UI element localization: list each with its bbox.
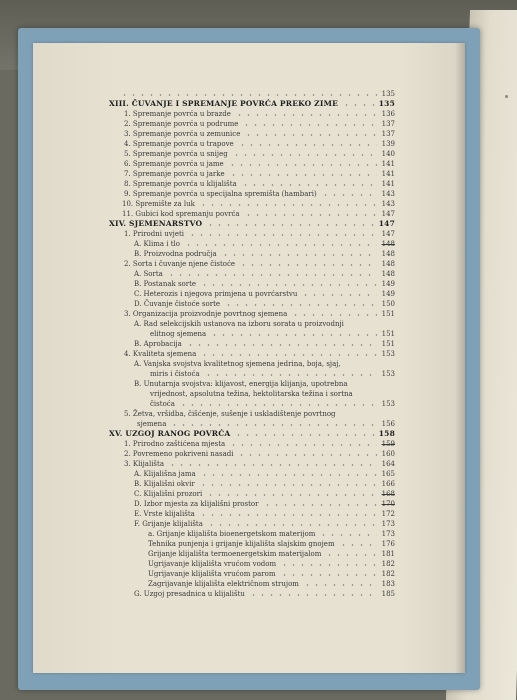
toc-page-number: 137 <box>381 130 395 138</box>
toc-page-number: 172 <box>381 510 395 518</box>
toc-entry <box>0 409 420 419</box>
toc-entry <box>0 89 420 99</box>
toc-entry-text: Tehnika punjenja i grijanje klijališta slajskim gnojem <box>148 540 335 548</box>
toc-entry <box>0 399 420 409</box>
dot-leader <box>199 199 377 209</box>
toc-entry-text: A. Vanjska svojstva kvalitetnog sjemena jedrina, boja, sjaj, <box>134 360 341 368</box>
toc-entry <box>0 379 420 389</box>
toc-entry-text: 4. Kvaliteta sjemena <box>124 350 197 358</box>
toc-entry <box>0 139 420 149</box>
dot-leader <box>204 369 377 379</box>
toc-entry-text: XIII. ČUVANJE I SPREMANJE POVRĆA PREKO ZIME <box>109 99 338 108</box>
toc-entry <box>0 329 420 339</box>
toc-entry <box>0 519 420 529</box>
toc-page-number: 148 <box>381 240 395 248</box>
toc-entry <box>0 109 420 119</box>
toc-page-number: 136 <box>381 110 395 118</box>
dot-leader <box>244 209 377 219</box>
dot-leader <box>232 149 377 159</box>
dot-leader <box>200 279 377 289</box>
dot-leader <box>291 309 377 319</box>
toc-section-heading <box>0 429 420 439</box>
dot-leader <box>239 259 377 269</box>
toc-entry <box>0 469 420 479</box>
toc-entry-text: 1. Spremanje povrća u brazde <box>124 110 231 118</box>
dot-leader <box>242 119 377 129</box>
toc-entry-text: Zagrijavanje klijališta električnom strujom <box>148 580 299 588</box>
toc-page-number: 153 <box>381 370 395 378</box>
dot-leader <box>280 569 377 579</box>
toc-entry <box>0 159 420 169</box>
toc-page-number: 149 <box>381 280 395 288</box>
dot-leader <box>199 479 377 489</box>
toc-entry-text: 3. Organizacija proizvodnje povrtnog sjemena <box>124 310 288 318</box>
toc-page-number: 150 <box>381 300 395 308</box>
toc-entry-text: G. Uzgoj presadnica u klijalištu <box>134 590 245 598</box>
toc-page-number: 148 <box>381 250 395 258</box>
toc-page-number: 140 <box>381 150 395 158</box>
toc-page-number: 143 <box>381 200 395 208</box>
dot-leader <box>325 549 377 559</box>
toc-page-number: 147 <box>381 210 395 218</box>
toc-page-number: 168 <box>381 490 395 498</box>
dot-leader <box>303 579 377 589</box>
toc-page-number: 166 <box>381 480 395 488</box>
toc-entry <box>0 389 420 399</box>
toc-entry <box>0 299 420 309</box>
toc-page-number: 182 <box>381 570 395 578</box>
toc-section-heading <box>0 219 420 229</box>
toc-entry-text: B. Postanak sorte <box>134 280 197 288</box>
dot-leader <box>210 329 377 339</box>
toc-entry <box>0 179 420 189</box>
toc-page-number: 185 <box>381 590 395 598</box>
toc-entry-text: B. Klijališni okvir <box>134 480 195 488</box>
toc-entry-text: 2. Sorta i čuvanje njene čistoće <box>124 260 236 268</box>
toc-page-number: 153 <box>381 400 395 408</box>
toc-entry <box>0 569 420 579</box>
toc-entry <box>0 129 420 139</box>
toc-entry-text: 8. Spremanje povrća u klijališta <box>124 180 237 188</box>
toc-page-number: 158 <box>378 429 395 438</box>
toc-entry <box>0 319 420 329</box>
dot-leader <box>186 339 377 349</box>
dot-leader <box>207 519 377 529</box>
toc-entry <box>0 269 420 279</box>
toc-entry <box>0 279 420 289</box>
toc-entry-text: 1. Prirodni uvjeti <box>124 230 185 238</box>
dot-leader <box>249 589 377 599</box>
toc-entry-text: C. Heterozis i njegova primjena u povrćarstvu <box>134 290 298 298</box>
dot-leader <box>237 449 377 459</box>
toc-entry <box>0 209 420 219</box>
dot-leader <box>229 169 377 179</box>
dot-leader <box>120 89 377 99</box>
toc-page-number: 173 <box>381 530 395 538</box>
toc-entry <box>0 459 420 469</box>
toc-entry-text: 4. Spremanje povrća u trapove <box>124 140 234 148</box>
toc-entry-text: XV. UZGOJ RANOG POVRĆA <box>109 429 231 438</box>
dot-leader <box>200 469 377 479</box>
dot-leader <box>229 439 377 449</box>
dot-leader <box>280 559 377 569</box>
toc-page-number: 148 <box>381 270 395 278</box>
toc-page-number: 170 <box>381 500 395 508</box>
toc-page-number: 135 <box>378 99 395 108</box>
toc-page-number: 141 <box>381 160 395 168</box>
toc-entry-text: A. Klijališna jama <box>134 470 196 478</box>
toc-page-number: 148 <box>381 260 395 268</box>
toc-entry-text: sjemena <box>137 420 167 428</box>
dot-leader <box>321 189 377 199</box>
toc-entry <box>0 549 420 559</box>
toc-page-number: 149 <box>381 290 395 298</box>
toc-entry <box>0 479 420 489</box>
toc-entry <box>0 489 420 499</box>
dot-leader <box>263 499 377 509</box>
toc-entry-text: C. Klijališni prozori <box>134 490 203 498</box>
toc-page-number: 176 <box>381 540 395 548</box>
dot-leader <box>224 299 377 309</box>
toc-entry <box>0 359 420 369</box>
toc-entry-text: 1. Prirodno zaštićena mjesta <box>124 440 226 448</box>
dot-leader <box>206 489 377 499</box>
toc-entry <box>0 309 420 319</box>
toc-page-number: 156 <box>381 420 395 428</box>
toc-entry-text: B. Aprobacija <box>134 340 182 348</box>
toc-entry <box>0 249 420 259</box>
toc-entry <box>0 589 420 599</box>
toc-page-number: 151 <box>381 330 395 338</box>
toc-page-number: 159 <box>381 440 395 448</box>
toc-page-number: 181 <box>381 550 395 558</box>
toc-entry <box>0 539 420 549</box>
toc-entry-text: XIV. SJEMENARSTVO <box>109 219 203 228</box>
toc-entry-text: 11. Gubici kod spremanju povrća <box>122 210 240 218</box>
toc-entry-text: 2. Povremeno pokriveni nasadi <box>124 450 234 458</box>
toc-entry <box>0 189 420 199</box>
toc-page-number: 182 <box>381 560 395 568</box>
toc-entry-text: Ugrijavanje klijališta vrućom parom <box>148 570 276 578</box>
toc-page-number: 183 <box>381 580 395 588</box>
toc-page-number: 141 <box>381 180 395 188</box>
dot-leader <box>244 129 377 139</box>
toc-entry <box>0 229 420 239</box>
dot-leader <box>235 109 377 119</box>
toc-entry-text: A. Sorta <box>134 270 163 278</box>
toc-entry <box>0 419 420 429</box>
toc-page-number: 135 <box>381 90 395 98</box>
dot-leader <box>179 399 377 409</box>
dot-leader <box>234 429 377 439</box>
toc-entry <box>0 119 420 129</box>
toc-entry <box>0 149 420 159</box>
toc-entry-text: E. Vrste klijališta <box>134 510 195 518</box>
toc-page-number: 147 <box>378 219 395 228</box>
dot-leader <box>221 249 377 259</box>
toc-entry <box>0 559 420 569</box>
dot-leader <box>339 539 377 549</box>
toc-entry-text: 3. Klijališta <box>124 460 165 468</box>
toc-page-number: 147 <box>381 230 395 238</box>
toc-entry-text: miris i čistoća <box>150 370 200 378</box>
toc-page-number: 139 <box>381 140 395 148</box>
toc-page-number: 153 <box>381 350 395 358</box>
dot-leader <box>319 529 377 539</box>
toc-entry <box>0 289 420 299</box>
dot-leader <box>184 239 377 249</box>
toc-entry-text: elitnog sjemena <box>150 330 207 338</box>
toc-section-heading <box>0 99 420 109</box>
dot-leader <box>342 99 377 109</box>
toc-entry-text: D. Izbor mjesta za klijališni prostor <box>134 500 259 508</box>
dot-leader <box>199 509 377 519</box>
dot-leader <box>206 219 377 229</box>
toc-entry <box>0 199 420 209</box>
toc-page-number: 143 <box>381 190 395 198</box>
toc-entry-text: 9. Spremanje povrća u specijalna spremišta (hambari) <box>124 190 317 198</box>
toc-page-number: 151 <box>381 310 395 318</box>
toc-entry <box>0 439 420 449</box>
toc-entry <box>0 449 420 459</box>
dot-leader <box>241 179 377 189</box>
toc-entry-text: A. Klima i tlo <box>134 240 180 248</box>
toc-entry <box>0 369 420 379</box>
toc-page-number: 160 <box>381 450 395 458</box>
toc-page-number: 165 <box>381 470 395 478</box>
dot-leader <box>167 269 377 279</box>
toc-entry-text: 10. Spremište za luk <box>122 200 195 208</box>
toc-entry-text: 7. Spremanje povrća u jarke <box>124 170 225 178</box>
toc-entry <box>0 349 420 359</box>
toc-entry-text: B. Proizvodna područja <box>134 250 217 258</box>
toc-entry-text: a. Grijanje klijališta bioenergetskom materijom <box>148 530 316 538</box>
dot-leader <box>200 349 377 359</box>
toc-entry <box>0 529 420 539</box>
toc-entry-text: A. Rad selekcijskih ustanova na izboru sorata u proizvodnji <box>134 320 344 328</box>
toc-entry <box>0 509 420 519</box>
toc-entry-text: B. Unutarnja svojstva: klijavost, energija klijanja, upotrebna <box>134 380 348 388</box>
toc-entry-text: Ugrijavanje klijališta vrućom vodom <box>148 560 277 568</box>
toc-entry-text: Grijanje klijališta termoenergetskim materijalom <box>148 550 322 558</box>
toc-entry-text: 2. Spremanje povrća u podrume <box>124 120 239 128</box>
toc-entry-text: 5. Žetva, vršidba, čišćenje, sušenje i uskladištenje povrtnog <box>124 410 336 418</box>
toc-entry-text: F. Grijanje klijališta <box>134 520 203 528</box>
toc-entry-text: 6. Spremanje povrća u jame <box>124 160 224 168</box>
toc-page-number: 137 <box>381 120 395 128</box>
toc-entry <box>0 499 420 509</box>
toc-entry <box>0 339 420 349</box>
dot-leader <box>168 459 377 469</box>
toc-entry-text: 5. Spremanje povrća u snijeg <box>124 150 228 158</box>
toc-entry-text: 3. Spremanje povrća u zemunice <box>124 130 241 138</box>
toc-entry-text: vrijednost, apsolutna težina, hektolitarska težina i sortna <box>150 390 353 398</box>
toc-entry <box>0 579 420 589</box>
toc-entry-text: D. Čuvanje čistoće sorte <box>134 300 221 308</box>
toc-entry-text: čistoća <box>150 400 175 408</box>
dot-leader <box>301 289 377 299</box>
dot-leader <box>170 419 377 429</box>
dot-leader <box>188 229 377 239</box>
toc-entry <box>0 239 420 249</box>
toc-page-number: 173 <box>381 520 395 528</box>
toc-page-number: 164 <box>381 460 395 468</box>
dot-leader <box>238 139 377 149</box>
dot-leader <box>228 159 377 169</box>
toc-entry <box>0 169 420 179</box>
toc-entry <box>0 259 420 269</box>
toc-page-number: 141 <box>381 170 395 178</box>
toc-page-number: 151 <box>381 340 395 348</box>
